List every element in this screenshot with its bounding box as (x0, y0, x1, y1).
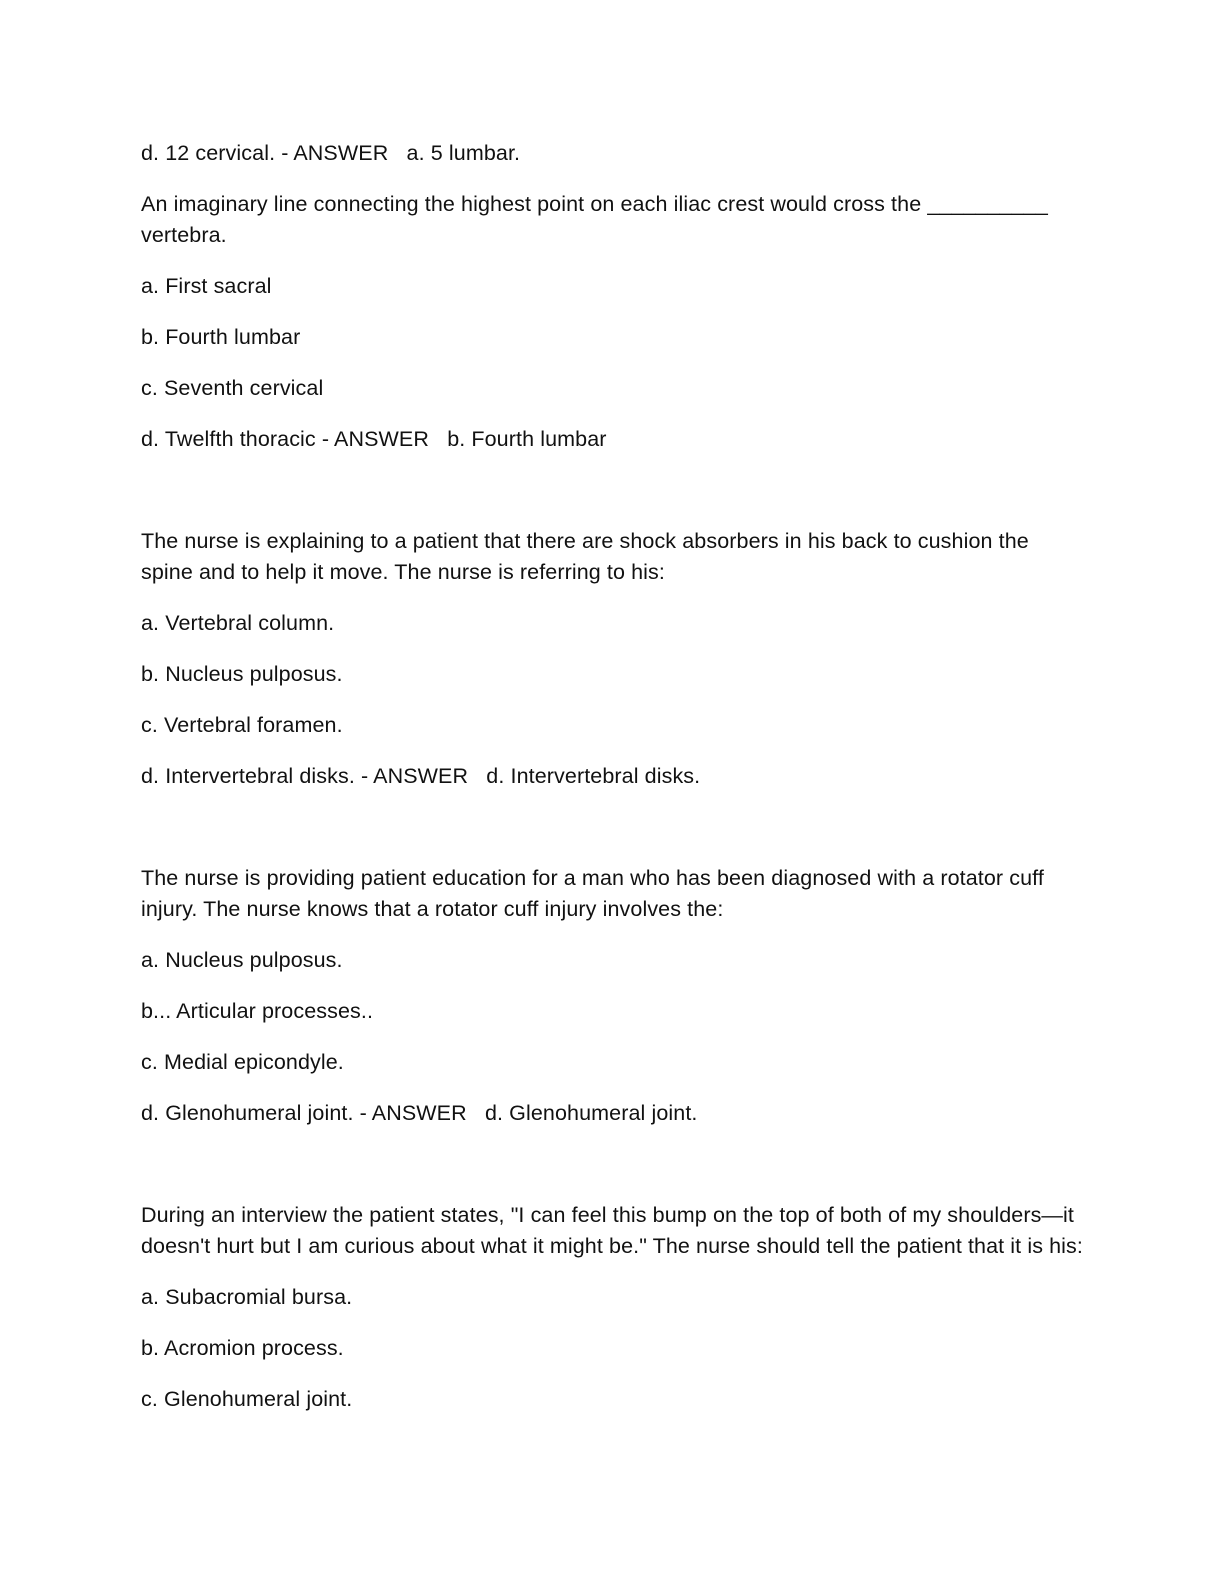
spacer (141, 812, 1086, 863)
option-c: c. Glenohumeral joint. (141, 1387, 353, 1411)
question-text: An imaginary line connecting the highest point on each iliac crest would cross the __________ vertebra. (141, 192, 1054, 247)
question-block-4 (141, 1200, 1086, 1415)
option-d-answer: d. Glenohumeral joint. - ANSWER d. Glenohumeral joint. (141, 1101, 698, 1125)
option-b: b... Articular processes.. (141, 999, 374, 1023)
option-d-answer: d. Intervertebral disks. - ANSWER d. Intervertebral disks. (141, 764, 701, 788)
question-block-1 (141, 189, 1086, 455)
question-text: The nurse is providing patient education for a man who has been diagnosed with a rotator cuff injury. The nurse knows that a rotator cuff injury involves the: (141, 866, 1050, 921)
option-b: b. Acromion process. (141, 1336, 344, 1360)
option-a: a. First sacral (141, 274, 272, 298)
option-a: a. Subacromial bursa. (141, 1285, 353, 1309)
spacer (141, 475, 1086, 526)
option-a: a. Vertebral column. (141, 611, 335, 635)
option-b: b. Nucleus pulposus. (141, 662, 343, 686)
option-b: b. Fourth lumbar (141, 325, 301, 349)
question-block-3 (141, 863, 1086, 1129)
option-d-answer: d. Twelfth thoracic - ANSWER b. Fourth lumbar (141, 427, 607, 451)
spacer (141, 1149, 1086, 1200)
option-c: c. Vertebral foramen. (141, 713, 343, 737)
question-text: The nurse is explaining to a patient that there are shock absorbers in his back to cushion the spine and to help it move. The nurse is referring to his: (141, 529, 1035, 584)
option-c: c. Seventh cervical (141, 376, 324, 400)
option-c: c. Medial epicondyle. (141, 1050, 344, 1074)
option-a: a. Nucleus pulposus. (141, 948, 343, 972)
answer-line: d. 12 cervical. - ANSWER a. 5 lumbar. (141, 141, 521, 165)
question-text: During an interview the patient states, "I can feel this bump on the top of both of my shoulders—it doesn't hurt but I am curious about what it might be." The nurse should tell the patient that it is his: (141, 1203, 1083, 1258)
page-content (141, 138, 1086, 1435)
question-block-0 (141, 138, 1086, 169)
question-block-2 (141, 526, 1086, 792)
